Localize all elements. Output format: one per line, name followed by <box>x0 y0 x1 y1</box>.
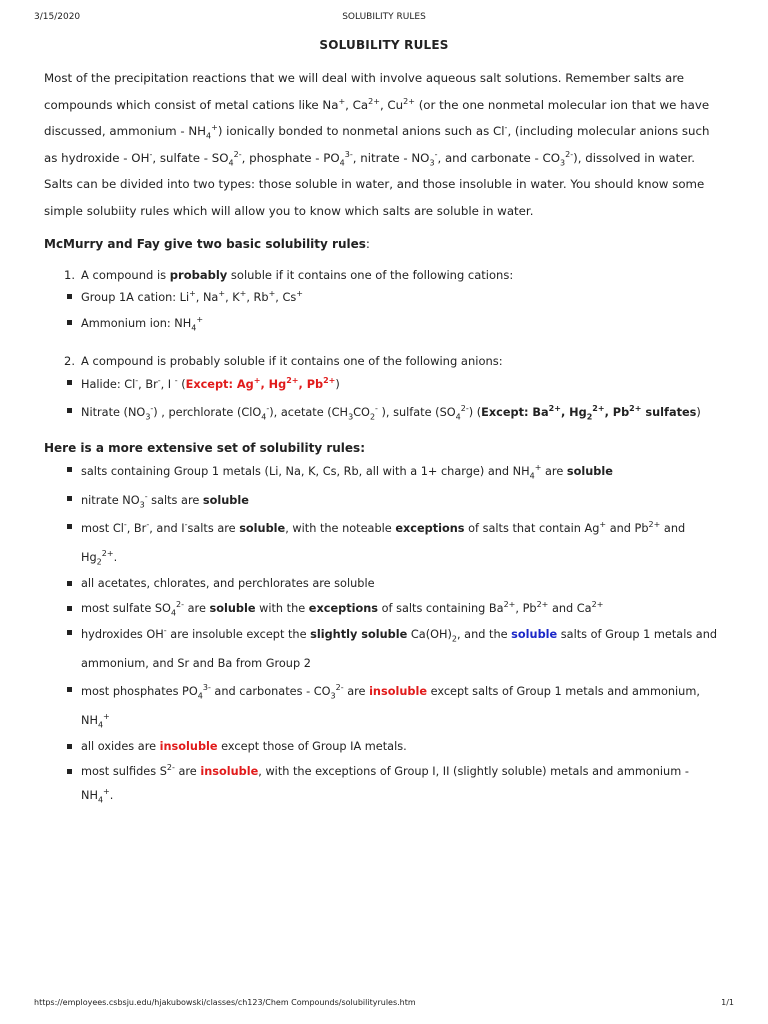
list-item-acetates: all acetates, chlorates, and perchlorates are soluble <box>44 572 724 597</box>
list-item-halide: Halide: Cl-, Br-, I - (Except: Ag+, $Hg^{2+}$, $Pb^{2+}$) <box>44 371 724 399</box>
print-date: 3/15/2020 <box>34 12 81 22</box>
list-item-nitrate-salts: nitrate $NO_3^-$ salts are soluble <box>44 487 724 516</box>
list-item-hydroxides: hydroxides OH- are insoluble except the slightly soluble $Ca(OH)_2$, and the soluble salts of Group 1 metals and ammonium, and Sr and Ba from Group 2 <box>44 621 724 678</box>
print-url: https://employees.csbsju.edu/hjakubowski/classes/ch123/Chem Compounds/solubilityrules.htm <box>34 998 416 1007</box>
list-item-group1a: Group 1A cation: Li+, Na+, K+, Rb+, Cs+ <box>44 285 724 311</box>
list-item-sulfates: most sulfate $SO_4^{2-}$ are soluble with the exceptions of salts containing $Ba^{2+}$, $Pb^{2+}$ and $Ca^{2+}$ <box>44 597 724 622</box>
list-item-halide-salts: most Cl-, Br-, and I-salts are soluble, with the noteable exceptions of salts that contain Ag+ and $Pb^{2+}$ and $Hg_2^{2+}$. <box>44 515 724 572</box>
page-number: 1/1 <box>721 998 734 1007</box>
list-item-ammonium: Ammonium ion: $NH_4^+$ <box>44 311 724 337</box>
rule-1: 1. A compound is probably soluble if it contains one of the following cations: <box>44 265 724 285</box>
list-item-phosphates: most phosphates $PO_4^{3-}$ and carbonates - $CO_3^{2-}$ are insoluble except salts of Group 1 metals and ammonium, $NH_4^+$ <box>44 678 724 735</box>
intro-paragraph: Most of the precipitation reactions that we will deal with involve aqueous salt solutions. Remember salts are compounds which consist of metal cations like Na+, $Ca^{2+}$, $Cu^{2+}$ (or the one nonmetal molecular ion that we have discussed, ammonium - $NH_4^+$) ionically bonded to nonmetal anions such as Cl-, (including molecular anions such as hydroxide - OH-, sulfate - $SO_4^{2-}$, phosphate - $PO_4^{3-}$, nitrate - $NO_3^-$, and carbonate - $CO_3^{2-}$), dissolved in water. Salts can be divided into two types: those soluble in water, and those insoluble in water. You should know some simple solubiity rules which will allow you to know which salts are soluble in water. <box>44 71 710 218</box>
rule-2-number: 2. <box>64 354 75 368</box>
anion-list <box>44 371 724 426</box>
page-title: SOLUBILITY RULES <box>319 38 449 52</box>
rule-1-number: 1. <box>64 268 75 282</box>
print-header <box>34 12 734 26</box>
cation-list <box>44 285 724 337</box>
section-heading-extended-rules: Here is a more extensive set of solubility rules: <box>44 441 365 455</box>
list-item-group1-salts: salts containing Group 1 metals (Li, Na, K, Cs, Rb, all with a 1+ charge) and $NH_4^+$ are soluble <box>44 458 724 487</box>
list-item-nitrate: Nitrate $(NO_3^-)$ , perchlorate (ClO$_4$-), acetate ($CH_3CO_2^-$ ), sulfate $(SO_4^{2-})$ (Except: $Ba^{2+}$, $Hg_2^{2+}$, $Pb^{2+}$ sulfates) <box>44 399 724 427</box>
list-item-oxides: all oxides are insoluble except those of Group IA metals. <box>44 735 724 760</box>
document-body <box>44 38 724 809</box>
extended-rules-list <box>44 458 724 809</box>
print-footer <box>34 998 734 1012</box>
section-heading-basic-rules: McMurry and Fay give two basic solubility rules: <box>44 237 370 251</box>
rule-2: 2. A compound is probably soluble if it contains one of the following anions: <box>44 351 724 371</box>
list-item-sulfides: most sulfides $S^{2-}$ are insoluble, with the exceptions of Group I, II (slightly soluble) metals and ammonium - $NH_4^+$. <box>44 760 724 809</box>
print-title: SOLUBILITY RULES <box>342 12 426 22</box>
